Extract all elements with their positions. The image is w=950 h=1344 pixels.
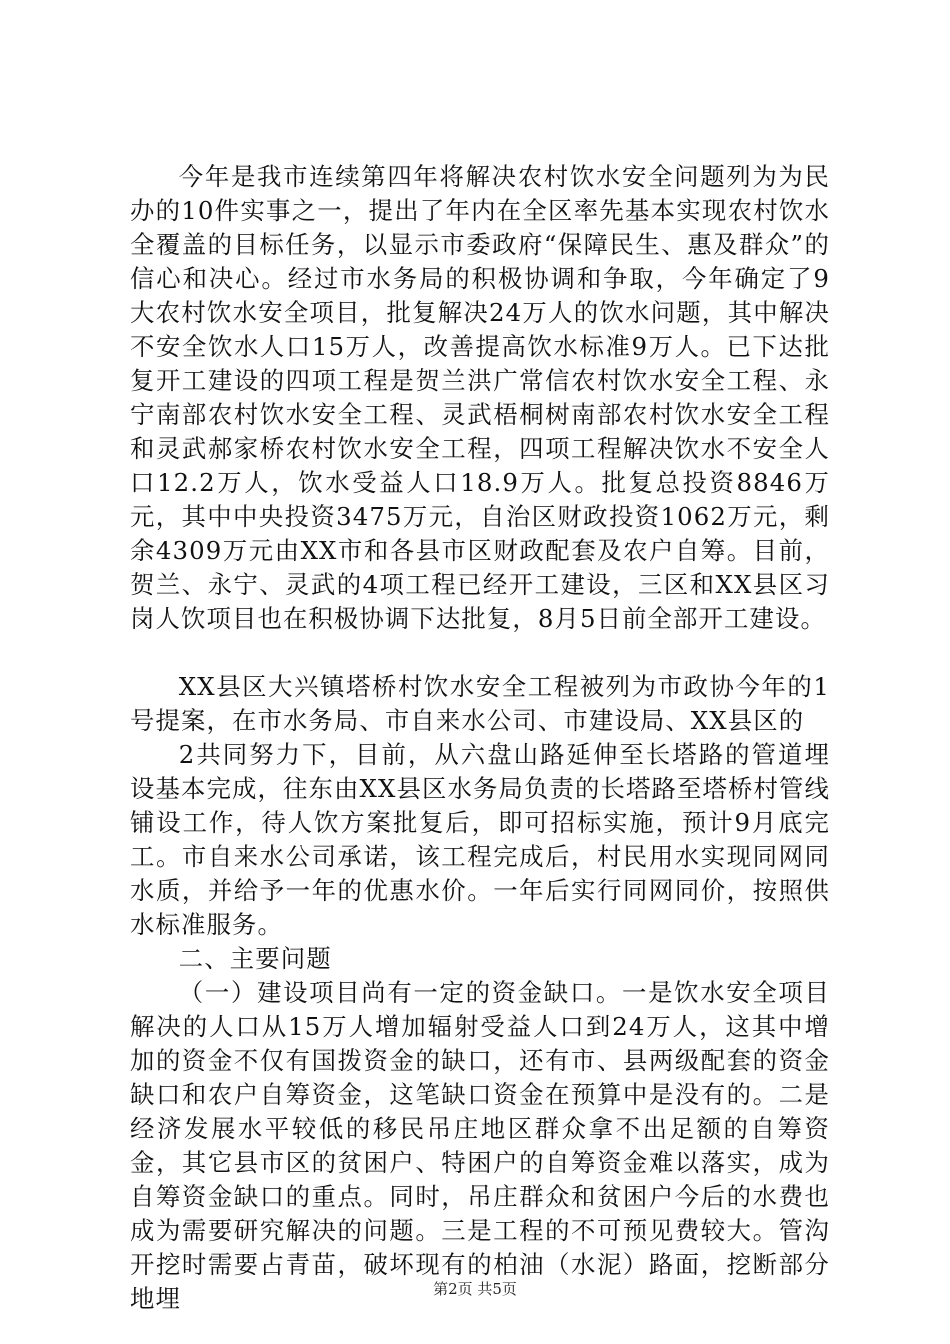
paragraph-funding-gap: （一）建设项目尚有一定的资金缺口。一是饮水安全项目解决的人口从15万人增加辐射受益人口到24万人，这其中增加的资金不仅有国拨资金的缺口，还有市、县两级配套的资金缺口和农户自筹资金，这笔缺口资金在预算中是没有的。二是经济发展水平较低的移民吊庄地区群众拿不出足额的自筹资金，其它县市区的贫困户、特困户的自筹资金难以落实，成为自筹资金缺口的重点。同时，吊庄群众和贫困户今后的水费也成为需要研究解决的问题。三是工程的不可预见费较大。管沟开挖时需要占青苗，破坏现有的柏油（水泥）路面，挖断部分地埋 [130, 978, 830, 1313]
document-body [130, 160, 830, 1316]
section-heading-main-problems: 二、主要问题 [178, 944, 332, 973]
paragraph-pipeline-progress: 2共同努力下，目前，从六盘山路延伸至长塔路的管道埋设基本完成，往东由XX县区水务局负责的长塔路至塔桥村管线铺设工作，待人饮方案批复后，即可招标实施，预计9月底完工。市自来水公司承诺，该工程完成后，村民用水实现同网同水质，并给予一年的优惠水价。一年后实行同网同价，按照供水标准服务。 [130, 740, 830, 939]
paragraph-water-safety-projects: 今年是我市连续第四年将解决农村饮水安全问题列为为民办的10件实事之一，提出了年内在全区率先基本实现农村饮水全覆盖的目标任务，以显示市委政府“保障民生、惠及群众”的信心和决心。经过市水务局的积极协调和争取，今年确定了9大农村饮水安全项目，批复解决24万人的饮水问题，其中解决不安全饮水人口15万人，改善提高饮水标准9万人。已下达批复开工建设的四项工程是贺兰洪广常信农村饮水安全工程、永宁南部农村饮水安全工程、灵武梧桐树南部农村饮水安全工程和灵武郝家桥农村饮水安全工程，四项工程解决饮水不安全人口12.2万人，饮水受益人口18.9万人。批复总投资8846万元，其中中央投资3475万元，自治区财政投资1062万元，剩余4309万元由XX市和各县市区财政配套及农户自筹。目前，贺兰、永宁、灵武的4项工程已经开工建设，三区和XX县区习岗人饮项目也在积极协调下达批复，8月5日前全部开工建设。 [130, 162, 830, 633]
paragraph-taqiao-village-project: XX县区大兴镇塔桥村饮水安全工程被列为市政协今年的1号提案，在市水务局、市自来水公司、市建设局、XX县区的 [130, 672, 830, 735]
page-footer: 第2页 共5页 [433, 1280, 517, 1298]
